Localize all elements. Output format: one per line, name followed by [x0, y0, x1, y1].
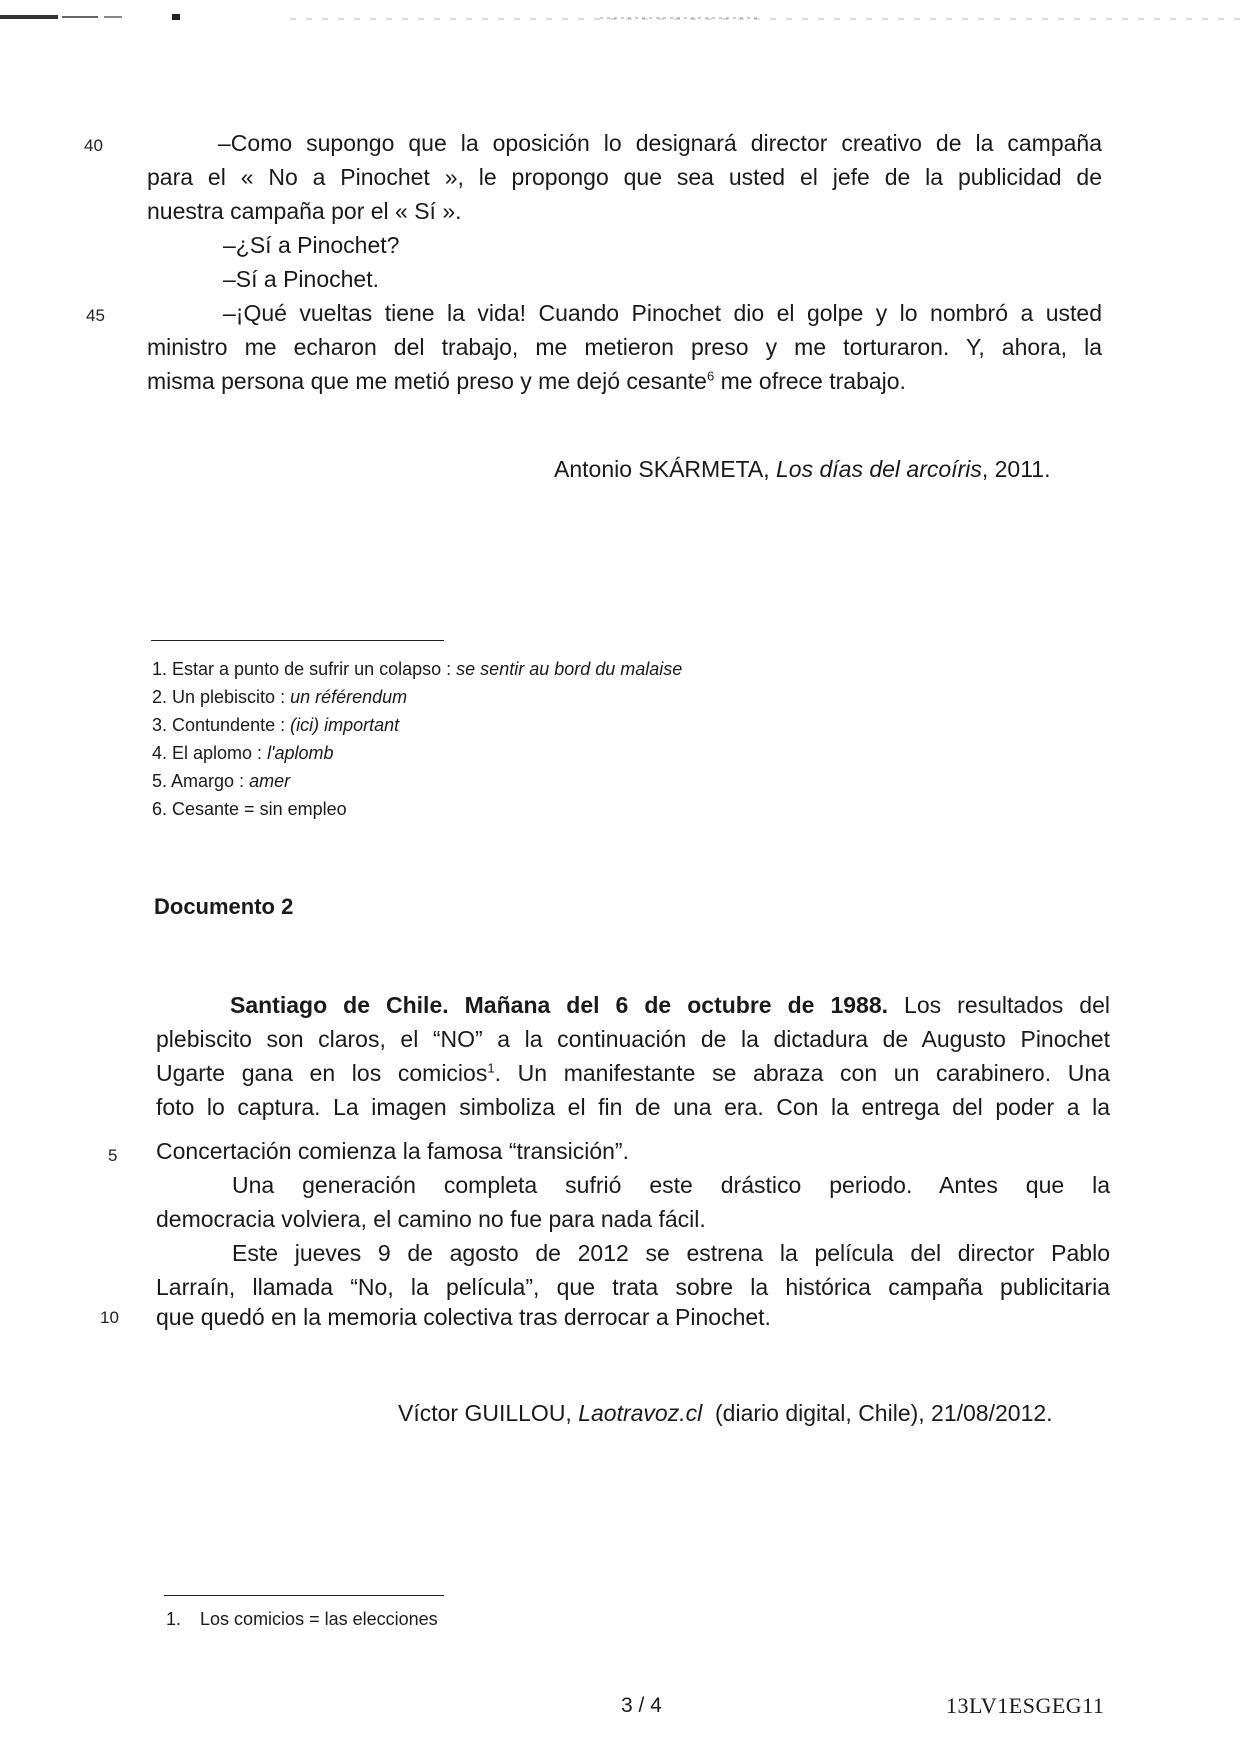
doc1-attribution-author: Antonio SKÁRMETA, [554, 456, 776, 482]
line-number-40: 40 [84, 136, 103, 155]
doc1-line-6: –¡Qué vueltas tiene la vida! Cuando Pinochet dio el golpe y lo nombró a usted [223, 300, 1102, 326]
line-number-45: 45 [86, 306, 105, 325]
doc2-attribution-rest: (diario digital, Chile), 21/08/2012. [702, 1400, 1053, 1426]
doc1-line-4: –¿Sí a Pinochet? [223, 232, 400, 258]
footnote-gloss: (ici) important [290, 715, 400, 735]
doc2-line-9: Larraín, llamada “No, la película”, que trata sobre la histórica campaña publicitaria [156, 1274, 1110, 1300]
doc1-line-8 [147, 364, 906, 398]
footnote-gloss: un référendum [290, 687, 408, 707]
doc2-attribution-source: Laotravoz.cl [578, 1400, 703, 1426]
doc1-footnote-4 [152, 743, 334, 764]
footnote-ref-1: 1 [487, 1060, 495, 1076]
footnote-term: 5. Amargo : [152, 771, 250, 791]
footnote-gloss: se sentir au bord du malaise [456, 659, 683, 679]
doc2-attribution [398, 1396, 1053, 1430]
doc1-line-3: nuestra campaña por el « Sí ». [147, 198, 462, 224]
doc1-line-1: –Como supongo que la oposición lo designará director creativo de la campaña [218, 130, 1102, 156]
line-number-5: 5 [108, 1146, 118, 1165]
doc1-footnote-5 [152, 771, 290, 792]
doc1-footnote-1 [152, 659, 682, 680]
footnote-gloss: l'aplomb [267, 743, 334, 763]
doc1-line-8-text-b: me ofrece trabajo. [714, 368, 906, 394]
footnote-term: 3. Contundente : [152, 715, 291, 735]
doc2-footnote-1 [166, 1609, 438, 1630]
footnote-term: 4. El aplomo : [152, 743, 268, 763]
doc1-line-2: para el « No a Pinochet », le propongo que sea usted el jefe de la publicidad de [147, 164, 1102, 190]
footnote-term: 2. Un plebiscito : [152, 687, 291, 707]
page-number: 3 / 4 [621, 1694, 662, 1717]
doc1-footnote-rule [151, 640, 444, 641]
doc2-line-1-rest: Los resultados del [888, 992, 1110, 1018]
doc1-line-7: ministro me echaron del trabajo, me metieron preso y me torturaron. Y, ahora, la [147, 334, 1102, 360]
exam-code: 13LV1ESGEG11 [946, 1693, 1105, 1718]
doc2-line-8: Este jueves 9 de agosto de 2012 se estrena la película del director Pablo [232, 1240, 1110, 1266]
scan-artifact-top [0, 14, 1240, 22]
doc2-line-4: foto lo captura. La imagen simboliza el fin de una era. Con la entrega del poder a la [156, 1094, 1110, 1120]
footnote-gloss: amer [249, 771, 291, 791]
doc2-lead-bold: Santiago de Chile. Mañana del 6 de octubre de 1988. [230, 992, 889, 1018]
doc1-footnote-2 [152, 687, 407, 708]
doc2-line-3 [156, 1056, 1110, 1090]
footnote-term: 6. Cesante = sin empleo [152, 799, 347, 819]
doc2-footnote-rule [164, 1595, 444, 1596]
doc1-footnote-3 [152, 715, 399, 736]
doc2-line-2: plebiscito son claros, el “NO” a la continuación de la dictadura de Augusto Pinochet [156, 1026, 1110, 1052]
doc2-line-1 [230, 988, 1110, 1022]
doc2-line-3-text-a: Ugarte gana en los comicios [156, 1060, 488, 1086]
footnote-term: 1. Estar a punto de sufrir un colapso : [152, 659, 457, 679]
doc2-heading: Documento 2 [154, 894, 294, 919]
doc1-footnote-6 [152, 799, 347, 820]
footnote-text: Los comicios = las elecciones [200, 1609, 438, 1629]
doc1-line-5: –Sí a Pinochet. [223, 266, 379, 292]
doc1-attribution-title: Los días del arcoíris [776, 456, 982, 482]
line-number-10: 10 [100, 1308, 119, 1327]
doc1-line-8-text-a: misma persona que me metió preso y me dejó cesante [147, 368, 707, 394]
doc2-line-7: democracia volviera, el camino no fue para nada fácil. [156, 1206, 706, 1232]
doc1-attribution-year: , 2011. [981, 456, 1051, 482]
footnote-ref-6: 6 [706, 368, 715, 384]
doc1-attribution [554, 452, 1050, 486]
doc2-line-10: que quedó en la memoria colectiva tras derrocar a Pinochet. [156, 1304, 771, 1330]
doc2-line-6: Una generación completa sufrió este drástico periodo. Antes que la [232, 1172, 1110, 1198]
doc2-attribution-author: Víctor GUILLOU, [398, 1400, 579, 1426]
footnote-number: 1. [166, 1609, 182, 1629]
doc2-line-3-text-b: . Un manifestante se abraza con un carabinero. Una [494, 1060, 1110, 1086]
doc2-line-5: Concertación comienza la famosa “transición”. [156, 1138, 629, 1164]
